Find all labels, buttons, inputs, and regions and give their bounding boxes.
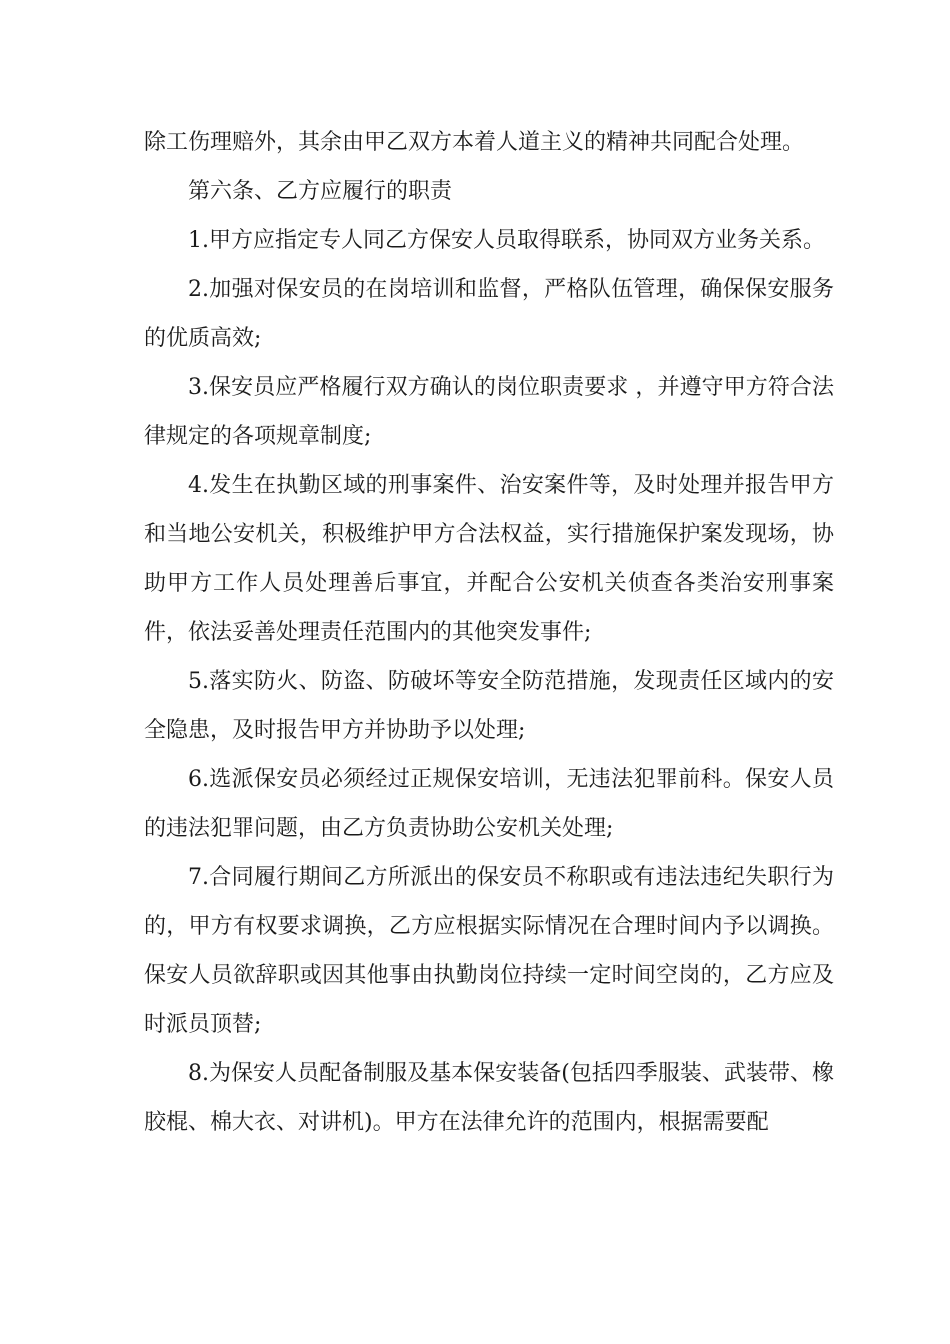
paragraph-continuation: 除工伤理赔外，其余由甲乙双方本着人道主义的精神共同配合处理。 (144, 130, 805, 155)
clause-6: 6.选派保安员必须经过正规保安培训，无违法犯罪前科。保安人员的违法犯罪问题，由乙方负责协助公安机关处理; (144, 767, 834, 841)
document-body (144, 118, 834, 1147)
clause-4: 4.发生在执勤区域的刑事案件、治安案件等，及时处理并报告甲方和当地公安机关，积极维护甲方合法权益，实行措施保护案发现场，协助甲方工作人员处理善后事宜，并配合公安机关侦查各类治安刑事案件，依法妥善处理责任范围内的其他突发事件; (144, 473, 834, 645)
clause-2: 2.加强对保安员的在岗培训和监督，严格队伍管理，确保保安服务的优质高效; (144, 277, 834, 351)
section-heading: 第六条、乙方应履行的职责 (188, 179, 453, 204)
clause-1: 1.甲方应指定专人同乙方保安人员取得联系，协同双方业务关系。 (188, 228, 825, 253)
clause-7: 7.合同履行期间乙方所派出的保安员不称职或有违法违纪失职行为的，甲方有权要求调换，乙方应根据实际情况在合理时间内予以调换。保安人员欲辞职或因其他事由执勤岗位持续一定时间空岗的，乙方应及时派员顶替; (144, 865, 834, 1037)
clause-8: 8.为保安人员配备制服及基本保安装备(包括四季服装、武装带、橡胶棍、棉大衣、对讲机)。甲方在法律允许的范围内，根据需要配 (144, 1061, 834, 1135)
clause-3: 3.保安员应严格履行双方确认的岗位职责要求 ，并遵守甲方符合法律规定的各项规章制度; (144, 375, 834, 449)
clause-5: 5.落实防火、防盗、防破坏等安全防范措施，发现责任区域内的安全隐患，及时报告甲方并协助予以处理; (144, 669, 834, 743)
